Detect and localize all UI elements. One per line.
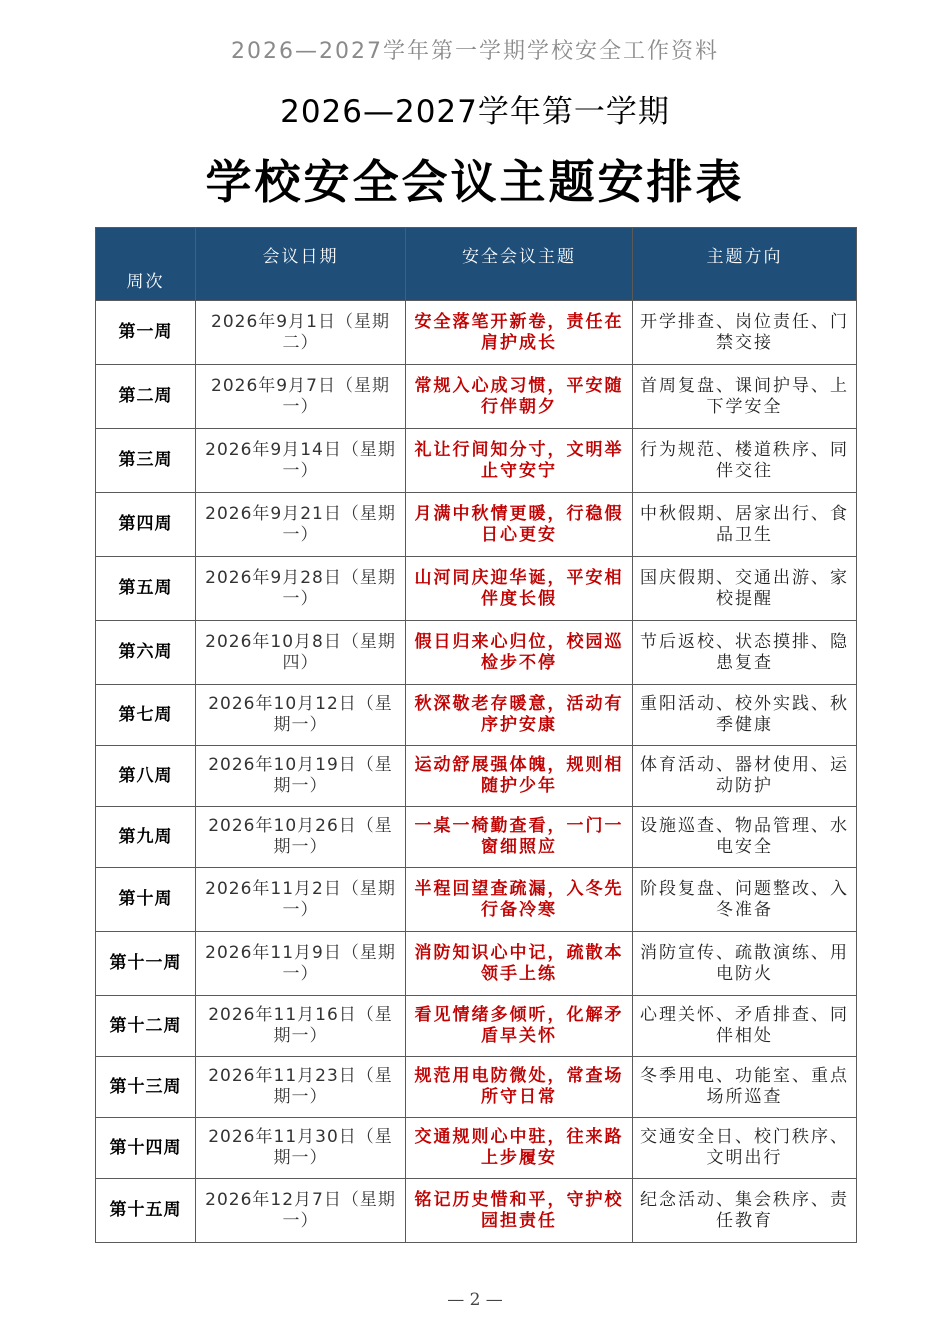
direction-cell: 交通安全日、校门秩序、文明出行 bbox=[633, 1118, 857, 1179]
topic-cell: 铭记历史惜和平，守护校园担责任 bbox=[406, 1179, 633, 1243]
topic-cell: 规范用电防微处，常查场所守日常 bbox=[406, 1057, 633, 1118]
page-number: — 2 — bbox=[447, 1290, 503, 1310]
week-cell: 第五周 bbox=[96, 557, 196, 621]
document-title: 2026—2027学年第一学期 bbox=[280, 94, 670, 130]
direction-cell: 中秋假期、居家出行、食品卫生 bbox=[633, 493, 857, 557]
column-header-topic: 安全会议主题 bbox=[406, 228, 633, 301]
week-cell: 第十周 bbox=[96, 868, 196, 932]
week-cell: 第二周 bbox=[96, 365, 196, 429]
topic-cell: 安全落笔开新卷，责任在肩护成长 bbox=[406, 301, 633, 365]
column-header-direction: 主题方向 bbox=[633, 228, 857, 301]
column-header-date: 会议日期 bbox=[196, 228, 406, 301]
topic-cell: 山河同庆迎华诞，平安相伴度长假 bbox=[406, 557, 633, 621]
table-row bbox=[96, 1118, 857, 1179]
week-cell: 第一周 bbox=[96, 301, 196, 365]
meeting-schedule-table bbox=[95, 227, 857, 1243]
table-row bbox=[96, 746, 857, 807]
table-header bbox=[96, 228, 857, 301]
table-row bbox=[96, 996, 857, 1057]
table-row bbox=[96, 868, 857, 932]
table-header-row bbox=[96, 228, 857, 301]
topic-cell: 月满中秋情更暖，行稳假日心更安 bbox=[406, 493, 633, 557]
date-cell: 2026年11月23日（星期一） bbox=[196, 1057, 406, 1118]
direction-cell: 消防宣传、疏散演练、用电防火 bbox=[633, 932, 857, 996]
week-cell: 第十三周 bbox=[96, 1057, 196, 1118]
table-row bbox=[96, 429, 857, 493]
week-cell: 第三周 bbox=[96, 429, 196, 493]
date-cell: 2026年12月7日（星期一） bbox=[196, 1179, 406, 1243]
week-cell: 第七周 bbox=[96, 685, 196, 746]
week-cell: 第十五周 bbox=[96, 1179, 196, 1243]
week-cell: 第八周 bbox=[96, 746, 196, 807]
table-row bbox=[96, 1179, 857, 1243]
direction-cell: 重阳活动、校外实践、秋季健康 bbox=[633, 685, 857, 746]
date-cell: 2026年11月2日（星期一） bbox=[196, 868, 406, 932]
date-cell: 2026年11月9日（星期一） bbox=[196, 932, 406, 996]
topic-cell: 常规入心成习惯，平安随行伴朝夕 bbox=[406, 365, 633, 429]
table-body bbox=[96, 301, 857, 1243]
week-cell: 第十四周 bbox=[96, 1118, 196, 1179]
date-cell: 2026年10月12日（星期一） bbox=[196, 685, 406, 746]
topic-cell: 一桌一椅勤查看，一门一窗细照应 bbox=[406, 807, 633, 868]
topic-cell: 半程回望查疏漏，入冬先行备冷寒 bbox=[406, 868, 633, 932]
column-header-week: 周次 bbox=[96, 228, 196, 301]
direction-cell: 行为规范、楼道秩序、同伴交往 bbox=[633, 429, 857, 493]
direction-cell: 心理关怀、矛盾排查、同伴相处 bbox=[633, 996, 857, 1057]
date-cell: 2026年11月16日（星期一） bbox=[196, 996, 406, 1057]
date-cell: 2026年9月1日（星期二） bbox=[196, 301, 406, 365]
date-cell: 2026年9月28日（星期一） bbox=[196, 557, 406, 621]
topic-cell: 交通规则心中驻，往来路上步履安 bbox=[406, 1118, 633, 1179]
table-row bbox=[96, 807, 857, 868]
topic-cell: 秋深敬老存暖意，活动有序护安康 bbox=[406, 685, 633, 746]
date-cell: 2026年9月21日（星期一） bbox=[196, 493, 406, 557]
table-row bbox=[96, 1057, 857, 1118]
week-cell: 第十二周 bbox=[96, 996, 196, 1057]
document-main-title: 学校安全会议主题安排表 bbox=[205, 155, 745, 209]
week-cell: 第十一周 bbox=[96, 932, 196, 996]
direction-cell: 首周复盘、课间护导、上下学安全 bbox=[633, 365, 857, 429]
topic-cell: 消防知识心中记，疏散本领手上练 bbox=[406, 932, 633, 996]
table-row bbox=[96, 621, 857, 685]
table-row bbox=[96, 685, 857, 746]
table-row bbox=[96, 493, 857, 557]
direction-cell: 体育活动、器材使用、运动防护 bbox=[633, 746, 857, 807]
topic-cell: 运动舒展强体魄，规则相随护少年 bbox=[406, 746, 633, 807]
date-cell: 2026年10月26日（星期一） bbox=[196, 807, 406, 868]
table-row bbox=[96, 365, 857, 429]
table-row bbox=[96, 557, 857, 621]
week-cell: 第九周 bbox=[96, 807, 196, 868]
table-row bbox=[96, 932, 857, 996]
week-cell: 第四周 bbox=[96, 493, 196, 557]
week-cell: 第六周 bbox=[96, 621, 196, 685]
running-header: 2026—2027学年第一学期学校安全工作资料 bbox=[231, 39, 719, 64]
direction-cell: 冬季用电、功能室、重点场所巡查 bbox=[633, 1057, 857, 1118]
direction-cell: 国庆假期、交通出游、家校提醒 bbox=[633, 557, 857, 621]
table-row bbox=[96, 301, 857, 365]
direction-cell: 节后返校、状态摸排、隐患复查 bbox=[633, 621, 857, 685]
date-cell: 2026年10月8日（星期四） bbox=[196, 621, 406, 685]
direction-cell: 开学排查、岗位责任、门禁交接 bbox=[633, 301, 857, 365]
date-cell: 2026年9月7日（星期一） bbox=[196, 365, 406, 429]
direction-cell: 设施巡查、物品管理、水电安全 bbox=[633, 807, 857, 868]
topic-cell: 看见情绪多倾听，化解矛盾早关怀 bbox=[406, 996, 633, 1057]
direction-cell: 纪念活动、集会秩序、责任教育 bbox=[633, 1179, 857, 1243]
direction-cell: 阶段复盘、问题整改、入冬准备 bbox=[633, 868, 857, 932]
topic-cell: 假日归来心归位，校园巡检步不停 bbox=[406, 621, 633, 685]
date-cell: 2026年11月30日（星期一） bbox=[196, 1118, 406, 1179]
topic-cell: 礼让行间知分寸，文明举止守安宁 bbox=[406, 429, 633, 493]
date-cell: 2026年10月19日（星期一） bbox=[196, 746, 406, 807]
date-cell: 2026年9月14日（星期一） bbox=[196, 429, 406, 493]
